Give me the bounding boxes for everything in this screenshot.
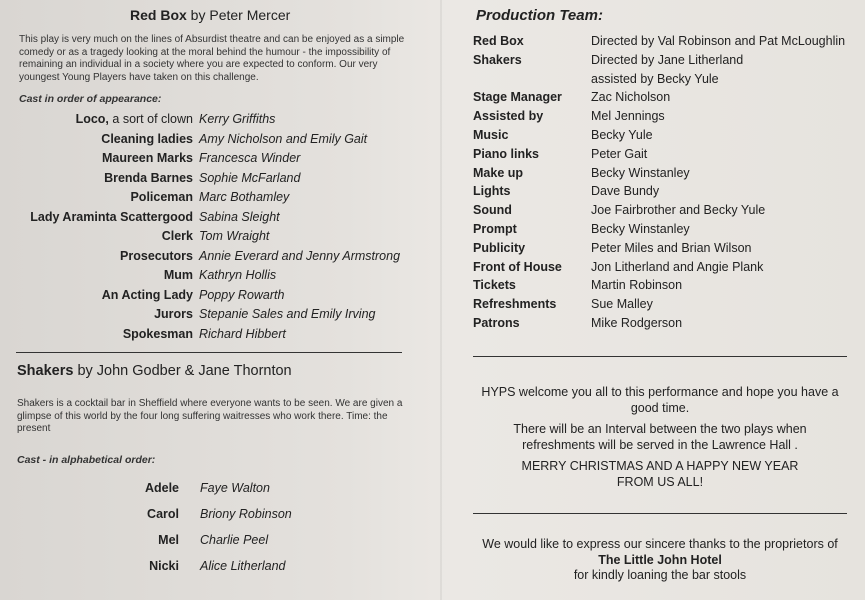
cast-role: Carol [147,507,179,521]
cast-row [0,132,430,151]
team-member: Peter Miles and Brian Wilson [591,240,752,255]
team-member: Mike Rodgerson [591,316,683,330]
team-member: Becky Winstanley [591,165,690,180]
team-member: Becky Yule [591,128,653,142]
team-row [473,34,863,52]
team-role: Make up [473,165,524,180]
team-role: Music [473,128,509,142]
cast-actor: Sophie McFarland [199,170,301,185]
cast-role [123,327,193,341]
cast-actor: Marc Bothamley [199,190,290,204]
cast-row [0,112,430,131]
cast-role-name: Loco, [75,112,109,126]
team-row [473,166,863,184]
team-row [473,297,863,315]
production-team-title: Production Team: [476,7,603,24]
cast-role [164,268,193,282]
team-row [473,147,863,165]
red-box-title-rest: by Peter Mercer [186,7,291,23]
cast-actor: Tom Wraight [199,229,270,243]
team-member: assisted by Becky Yule [591,71,719,86]
cast-row [0,307,430,326]
cast-role-extra: a sort of clown [108,112,193,126]
cast-actor: Annie Everard and Jenny Armstrong [199,248,401,263]
team-role: Front of House [473,259,562,274]
red-box-title-bold: Red Box [130,7,187,23]
team-member: Mel Jennings [591,109,665,124]
cast-role [130,190,193,204]
team-role: Refreshments [473,297,557,312]
cast-role: Nicki [149,559,179,573]
cast-role [30,210,193,224]
cast-row [0,171,430,190]
season-greeting: MERRY CHRISTMAS AND A HAPPY NEW YEAR FROM US ALL! [521,459,799,489]
interval-message: There will be an Interval between the two plays when refreshments will be served in the Lawrence Hall . [513,422,807,452]
cast-actor: Sabina Sleight [199,209,280,224]
cast-role [162,229,193,243]
red-box-description: This play is very much on the lines of Absurdist theatre and can be enjoyed as a simple comedy or as a tragedy looking at the moral behind the humour - the impossibility of remaining an individual in a society where you are expected to conform. Our very youngest Young Players have taken on this challenge. [19,34,405,83]
shakers-title-bold: Shakers [17,363,74,379]
team-row [473,260,863,278]
cast-role-name: Cleaning ladies [101,131,193,146]
cast-actor: Faye Walton [200,481,270,495]
team-member: Directed by Jane Litherland [591,52,744,67]
team-row [473,90,863,108]
team-role: Tickets [473,278,516,293]
shakers-title-rest: by John Godber & Jane Thornton [73,363,292,379]
welcome-message: HYPS welcome you all to this performance and hope you have a good time. [481,385,839,415]
cast-row [0,190,430,209]
cast-row [0,288,430,307]
team-role: Piano links [473,146,539,161]
team-row [473,184,863,202]
thanks-line-3: for kindly loaning the bar stools [573,568,747,582]
team-role: Sound [473,203,512,218]
cast-role-name: Clerk [161,229,193,243]
team-role: Red Box [473,34,524,48]
cast-actor: Poppy Rowarth [199,287,285,302]
team-member: Peter Gait [591,146,648,161]
cast-role-name: Maureen Marks [101,151,193,165]
cast-row [0,249,430,268]
team-member: Martin Robinson [591,278,683,293]
team-row [473,222,863,240]
cast-role [101,132,193,146]
team-role: Stage Manager [473,90,562,105]
cast-actor: Amy Nicholson and Emily Gait [199,131,368,146]
team-row [473,203,863,221]
team-row [473,109,863,127]
team-member: Zac Nicholson [591,90,671,105]
team-row [473,72,863,90]
team-row [473,316,863,334]
team-role: Lights [473,184,511,199]
team-role: Patrons [473,316,520,330]
cast-actor: Kathryn Hollis [199,268,277,282]
cast-actor: Charlie Peel [200,533,269,547]
cast-role: Adele [144,481,179,495]
cast-actor: Briony Robinson [200,507,292,521]
team-member: Dave Bundy [591,184,660,199]
shakers-title [17,363,292,379]
cast-row [0,268,430,287]
cast-role-name: Policeman [130,190,193,204]
cast-row [0,481,430,500]
cast-row [0,151,430,170]
cast-role [104,171,193,185]
cast-role: Mel [158,533,179,547]
page-fold [440,0,442,600]
cast-actor: Richard Hibbert [199,326,286,341]
cast-row [0,533,430,552]
cast-role-name: Mum [163,268,193,282]
cast-row [0,327,430,346]
cast-actor: Alice Litherland [200,559,286,573]
thanks-hotel: The Little John Hotel [598,553,722,567]
cast-role [154,307,193,321]
team-member: Sue Malley [591,297,653,312]
cast-row [0,229,430,248]
team-role: Publicity [473,240,526,255]
cast-row [0,507,430,526]
cast-role [76,112,193,126]
shakers-cast-heading: Cast - in alphabetical order: [17,454,156,466]
cast-actor: Francesca Winder [199,151,301,165]
cast-role-name: Lady Araminta Scattergood [30,209,193,224]
team-row [473,128,863,146]
team-member: Joe Fairbrother and Becky Yule [591,203,766,218]
cast-actor: Stepanie Sales and Emily Irving [199,307,376,321]
team-member: Directed by Val Robinson and Pat McLoughlin [591,34,846,48]
team-member: Becky Winstanley [591,222,690,236]
cast-role-name: Jurors [154,307,193,321]
cast-role [102,288,193,302]
team-role: Shakers [473,52,522,67]
cast-role [120,249,193,263]
red-box-title [130,7,290,23]
team-role: Assisted by [473,109,544,124]
right-divider-2 [473,513,847,514]
cast-role-name: An Acting Lady [101,287,193,302]
right-divider-1 [473,356,847,357]
red-box-cast-heading: Cast in order of appearance: [19,93,162,105]
team-role: Prompt [473,222,517,236]
team-row [473,241,863,259]
cast-role-name: Brenda Barnes [104,170,193,185]
cast-row [0,559,430,578]
cast-row [0,210,430,229]
shakers-description: Shakers is a cocktail bar in Sheffield where everyone wants to be seen. We are given a glimpse of this world by the four long suffering waitresses who work there. Time: the present [17,398,403,434]
thanks-line-1: We would like to express our sincere thanks to the proprietors of [482,537,838,551]
team-member: Jon Litherland and Angie Plank [591,259,764,274]
team-row [473,278,863,296]
cast-actor: Kerry Griffiths [199,112,276,126]
cast-role-name: Prosecutors [120,248,193,263]
cast-role [102,151,193,165]
left-divider-1 [16,352,402,353]
team-row [473,53,863,71]
cast-role-name: Spokesman [122,326,193,341]
